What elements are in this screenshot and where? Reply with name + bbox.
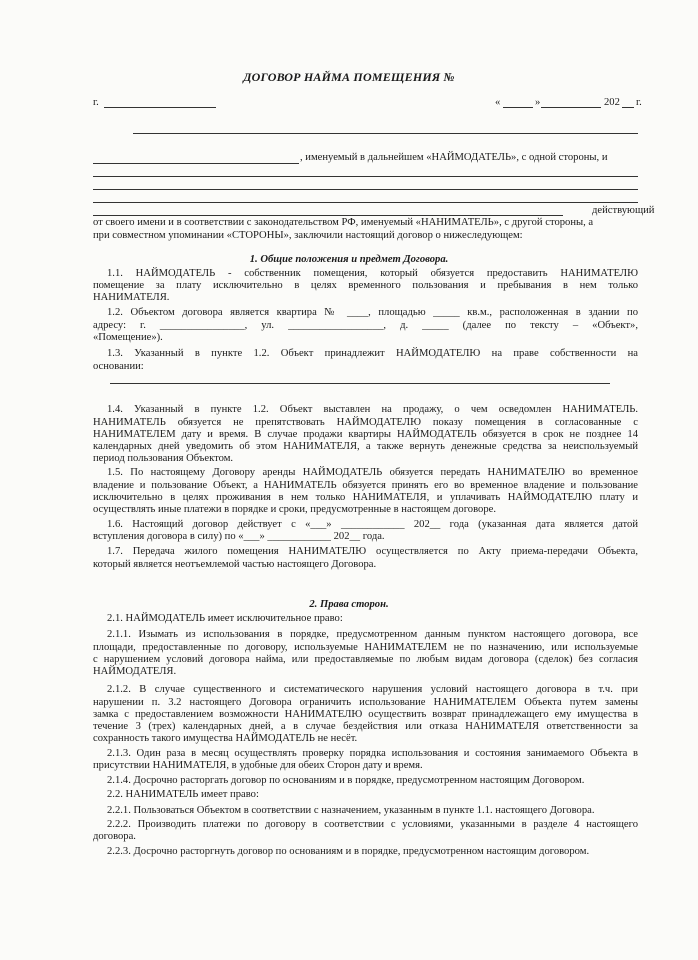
clause-2-1-2: нарушении п. 3.2 настоящего Договора ограничить использование НАНИМАТЕЛЕМ Объекта путем замены	[93, 697, 638, 708]
month-blank	[541, 107, 601, 108]
clause-1-2: 1.2. Объектом договора является квартира № ____, площадью _____ кв.м., расположенная в здании по	[107, 307, 638, 318]
blank-line	[133, 133, 638, 134]
clause-1-4: календарных дней уведомить об этом НАНИМАТЕЛЯ, а также вернуть денежные средства за неиспользуемый	[93, 441, 638, 452]
basis-blank-line	[110, 383, 610, 384]
clause-1-5: 1.5. По настоящему Договору аренды НАЙМОДАТЕЛЬ обязуется передать НАНИМАТЕЛЮ во временное	[107, 467, 638, 478]
clause-2-2-3: 2.2.3. Досрочно расторгнуть договор по основаниям и в порядке, предусмотренном настоящим договором.	[107, 846, 590, 857]
clause-2-2-2: 2.2.2. Производить платежи по договору в соответствии с условиями, указанными в разделе 4 настоящего	[107, 819, 638, 830]
clause-1-5: владение и пользование Объект, а НАНИМАТЕЛЬ обязуется принять его во временное владение и пользование	[93, 480, 638, 491]
clause-2-1-4: 2.1.4. Досрочно расторгать договор по основаниям и в порядке, предусмотренном настоящим Договором.	[107, 775, 585, 786]
clause-1-4: НАНИМАТЕЛЕМ дату и время. В случае продажи квартиры НАЙМОДАТЕЛЬ обязуется в срок не позднее 14	[93, 429, 638, 440]
date-mid: »	[535, 97, 541, 108]
clause-2-1-3: присутствии НАНИМАТЕЛЯ, в удобные для обеих Сторон дату и время.	[93, 760, 423, 771]
clause-2-2: 2.2. НАНИМАТЕЛЬ имеет право:	[107, 789, 259, 800]
clause-1-1: 1.1. НАЙМОДАТЕЛЬ - собственник помещения, который обязуется предоставить НАНИМАТЕЛЮ	[107, 268, 638, 279]
clause-1-4: НАНИМАТЕЛЬ обязуется не препятствовать НАЙМОДАТЕЛЮ показу помещения в согласованные с	[93, 417, 638, 428]
year-blank	[622, 107, 634, 108]
clause-2-1-1: площади, предоставленные по договору, используемые НАНИМАТЕЛЕМ не по назначению, или используемые	[93, 642, 638, 653]
clause-1-3: 1.3. Указанный в пункте 1.2. Объект принадлежит НАЙМОДАТЕЛЮ на праве собственности на	[107, 348, 638, 359]
year-prefix: 202	[604, 97, 620, 108]
clause-2-1-3: 2.1.3. Один раза в месяц осуществлять проверку порядка использования и состояния занимаемого Объекта в	[107, 748, 638, 759]
city-prefix: г.	[93, 97, 99, 108]
section-2-heading: 2. Права сторон.	[309, 599, 389, 610]
clause-2-1-2: замка с предоставлением возможности НАНИМАТЕЛЮ осуществить возврат принадлежащего ему имущества в	[93, 709, 638, 720]
clause-1-7: 1.7. Передача жилого помещения НАНИМАТЕЛЮ осуществляется по Акту приема-передачи Объекта,	[107, 546, 638, 557]
clause-1-4: период пользования Объектом.	[93, 453, 234, 464]
clause-1-1: НАНИМАТЕЛЯ.	[93, 292, 170, 303]
clause-2-1-2: сохранность такого имущества НАЙМОДАТЕЛЬ не несёт.	[93, 733, 358, 744]
clause-2-1-2: 2.1.2. В случае существенного и систематического нарушения условий настоящего договора в т.ч. при	[107, 684, 638, 695]
clause-1-2: адресу: г. ________________, ул. __________________, д. _____ (далее по тексту – «Объект»,	[93, 320, 638, 331]
clause-1-5: осуществлять иные платежи в порядке и сроки, предусмотренные в настоящем договоре.	[93, 504, 496, 515]
document-title: ДОГОВОР НАЙМА ПОМЕЩЕНИЯ №	[243, 70, 455, 84]
clause-2-1-1: с нарушением условий договора найма, или предоставляемые по любым видам договора (сделок) без согласия	[93, 654, 638, 665]
blank-line	[93, 202, 638, 203]
clause-2-2-2: договора.	[93, 831, 136, 842]
blank-line	[93, 163, 299, 164]
clause-1-4: 1.4. Указанный в пункте 1.2. Объект выставлен на продажу, о чем осведомлен НАНИМАТЕЛЬ.	[107, 404, 638, 415]
landlord-line: , именуемый в дальнейшем «НАЙМОДАТЕЛЬ», с одной стороны, и	[300, 152, 608, 163]
clause-2-2-1: 2.2.1. Пользоваться Объектом в соответствии с назначением, указанным в пункте 1.1. настоящего Договора.	[107, 805, 595, 816]
preamble-line: от своего имени и в соответствии с законодательством РФ, именуемый «НАНИМАТЕЛЬ», с другой стороны, а	[93, 217, 594, 228]
clause-1-3: основании:	[93, 361, 144, 372]
clause-1-7: который является неотъемлемой частью настоящего Договора.	[93, 559, 377, 570]
clause-2-1-1: 2.1.1. Изымать из использования в порядке, предусмотренном данным пунктом настоящего договора, все	[107, 629, 638, 640]
clause-1-6: 1.6. Настоящий договор действует с «___» ____________ 202__ года (указанная дата является датой	[107, 519, 638, 530]
clause-1-6: вступления договора в силу) по «___» ____________ 202__ года.	[93, 531, 385, 542]
date-open: «	[495, 97, 501, 108]
day-blank	[503, 107, 533, 108]
clause-2-1: 2.1. НАЙМОДАТЕЛЬ имеет исключительное право:	[107, 613, 343, 624]
blank-line	[93, 176, 638, 177]
clause-1-5: исключительно в целях проживания в нем только НАНИМАТЕЛЯ, и уплачивать НАЙМОДАТЕЛЮ плату и	[93, 492, 638, 503]
preamble-line: при совместном упоминании «СТОРОНЫ», заключили настоящий договор о нижеследующем:	[93, 230, 523, 241]
acting-text: действующий	[592, 205, 655, 216]
clause-2-1-1: НАЙМОДАТЕЛЯ.	[93, 666, 177, 677]
year-suffix: г.	[636, 97, 642, 108]
city-blank	[104, 107, 216, 108]
section-1-heading: 1. Общие положения и предмет Договора.	[249, 254, 449, 265]
blank-line	[93, 215, 563, 216]
clause-1-2: «Помещение»).	[93, 332, 163, 343]
clause-2-1-2: течение 3 (трех) календарных дней, а в случае бездействия или отказа НАНИМАТЕЛЯ ответственности за	[93, 721, 638, 732]
clause-1-1: помещение за плату исключительно в целях временного пользования и пребывания в нем только	[93, 280, 638, 291]
blank-line	[93, 189, 638, 190]
